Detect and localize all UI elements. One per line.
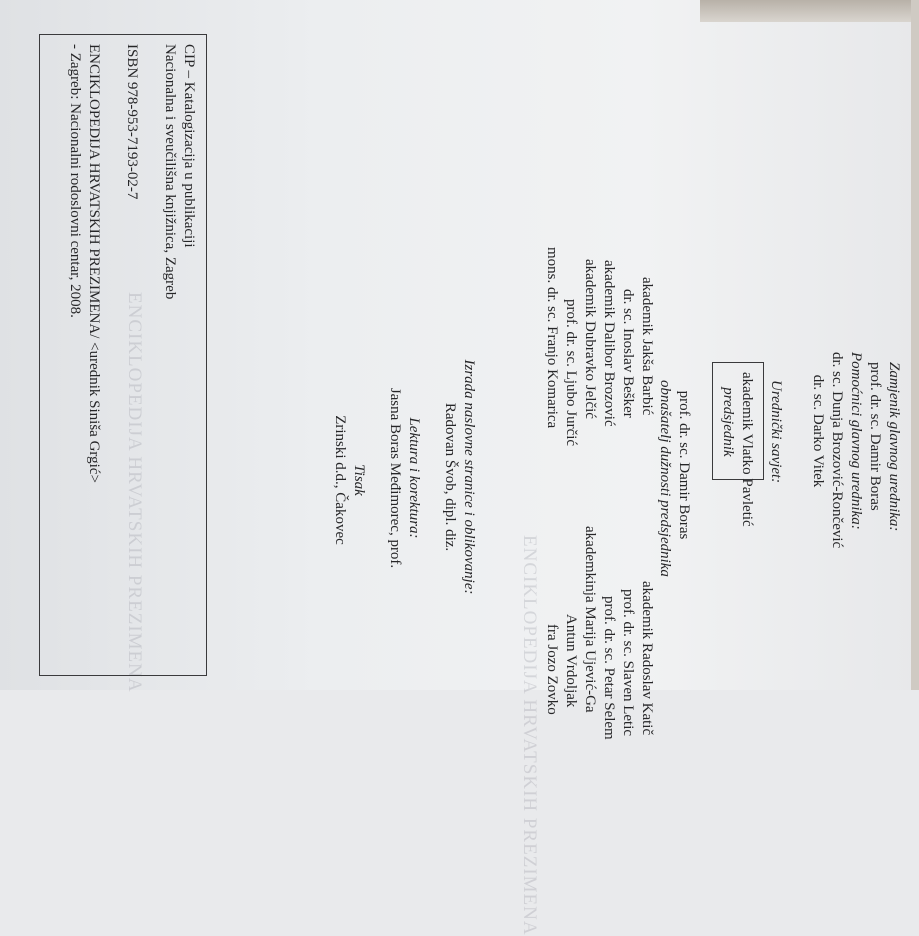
council-block	[766, 380, 785, 484]
council-left-list	[542, 247, 656, 467]
proof-heading: Lektura i korektura:	[406, 417, 422, 539]
bleed-through-text: ENCIKLOPEDIJA HRVATSKIH PREZIMENA	[124, 292, 145, 693]
assistant-2: dr. sc. Darko Vitek	[810, 374, 826, 488]
deputy-heading: Zamjenik glavnog urednika:	[886, 362, 902, 532]
member-right: akademik Radoslav Katič	[639, 581, 655, 736]
design-heading: Izrada naslovne stranice i oblikovanje:	[461, 359, 477, 595]
member-right: prof. dr. sc. Slaven Letic	[620, 589, 636, 737]
member-left: akademik Dalibor Brozović	[601, 260, 617, 427]
council-heading: Urednički savjet:	[768, 380, 784, 484]
proofreading-block	[385, 378, 423, 578]
vice-role: obnašatelj dužnosti predsjednika	[657, 380, 673, 577]
vice-president-block	[655, 380, 693, 577]
member-left: prof. dr. sc. Ljubo Jurčić	[563, 299, 579, 447]
council-right-list	[542, 526, 656, 740]
member-left: akademik Jakša Barbić	[639, 277, 655, 416]
print-block	[330, 410, 368, 550]
page-edge-right	[911, 0, 919, 690]
member-left: akademik Dubravko Jelčić	[582, 259, 598, 419]
cip-isbn: ISBN 978-953-7193-02-7	[124, 44, 140, 200]
member-left: mons. dr. sc. Franjo Komarica	[544, 247, 560, 429]
member-right: prof. dr. sc. Petar Selem	[601, 596, 617, 740]
deputy-name: prof. dr. sc. Damir Boras	[867, 362, 883, 511]
cip-entry-1: ENCIKLOPEDIJA HRVATSKIH PREZIMENA/ <urednik Siniša Grgić>	[86, 44, 102, 483]
president-role: predsjednik	[720, 387, 736, 457]
design-name: Radovan Švob, dipl. diz.	[442, 402, 458, 552]
print-name: Zrinski d.d., Čakovec	[332, 415, 348, 545]
president-block	[718, 372, 756, 527]
page-edge-top	[700, 0, 919, 22]
bleed-through-text-2: ENCIKLOPEDIJA HRVATSKIH PREZIMENA	[519, 535, 540, 936]
cip-line-1: CIP – Katalogizacija u publikaciji	[181, 44, 197, 248]
assistants-block	[808, 352, 865, 549]
design-block	[440, 348, 478, 606]
assistant-1: dr. sc. Dunja Brozović-Rončević	[829, 352, 845, 549]
cip-entry-2: - Zagreb: Nacionalni rodoslovni centar, 2008.	[67, 44, 83, 318]
member-left: dr. sc. Inoslav Bešker	[620, 289, 636, 418]
president-name: akademik Vlatko Pavletić	[739, 372, 755, 527]
vice-name: prof. dr. sc. Damir Boras	[676, 390, 692, 540]
deputy-editor-block	[865, 362, 903, 532]
proof-name: Jasna Boras Međimorec, prof.	[387, 387, 403, 569]
assistants-heading: Pomoćnici glavnog urednika:	[848, 352, 864, 530]
cip-line-2: Nacionalna i sveučilišna knjižnica, Zagreb	[162, 44, 178, 300]
member-right: Antun Vrdoljak	[563, 614, 579, 708]
print-heading: Tisak	[351, 464, 367, 496]
cip-block	[65, 44, 198, 664]
member-right: fra Jozo Zovko	[544, 624, 560, 715]
member-right: akademkinja Marija Ujević-Ga	[582, 526, 598, 713]
